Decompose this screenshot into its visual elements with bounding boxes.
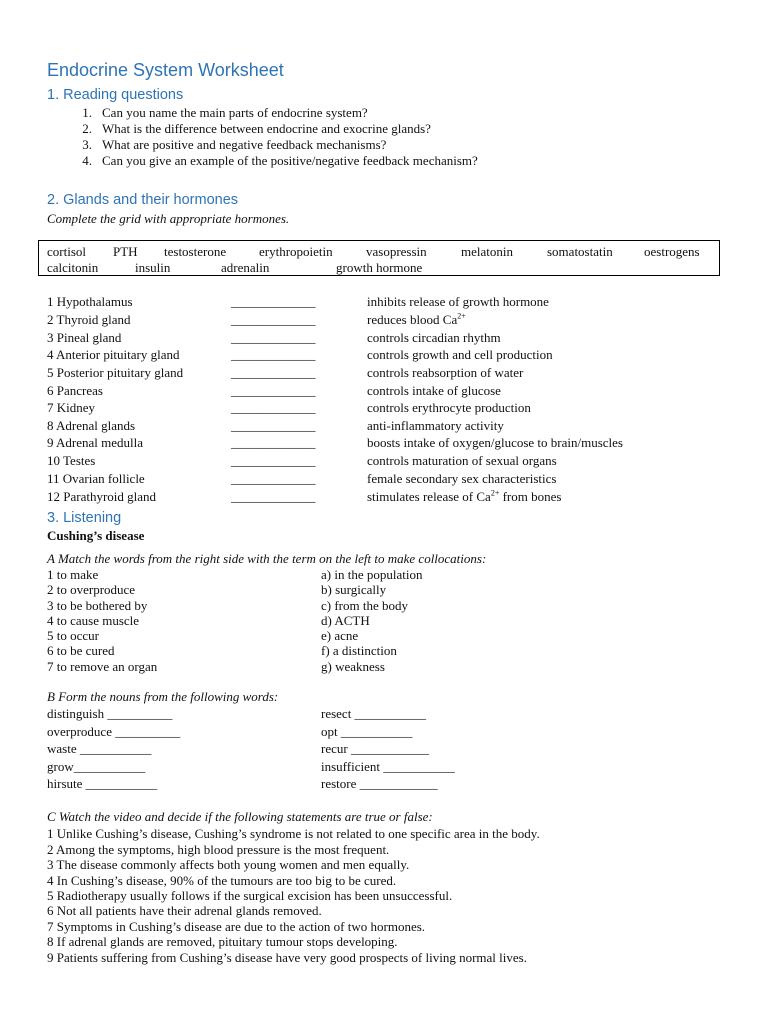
noun-blank[interactable]: restore ____________ xyxy=(321,776,438,791)
noun-blank[interactable]: resect ___________ xyxy=(321,706,427,721)
list-item xyxy=(0,705,770,723)
gland-name: 11 Ovarian follicle xyxy=(47,471,145,486)
collocation-term: 7 to remove an organ xyxy=(47,659,158,674)
gland-function: controls circadian rhythm xyxy=(367,330,501,345)
hormone-blank[interactable]: _____________ xyxy=(231,400,316,415)
list-item: 3 The disease commonly affects both young women and men equally. xyxy=(47,857,410,872)
ca-superscript: 2+ xyxy=(457,311,466,321)
question-text: Can you name the main parts of endocrine system? xyxy=(102,105,368,120)
hormone-word: insulin xyxy=(135,260,171,275)
collocation-term: 5 to occur xyxy=(47,628,99,643)
list-item xyxy=(0,598,770,613)
partA-instruction: A Match the words from the right side with the term on the left to make collocations: xyxy=(47,551,487,566)
list-item xyxy=(0,628,770,643)
hormone-word: adrenalin xyxy=(221,260,270,275)
hormone-word: oestrogens xyxy=(644,244,700,259)
hormone-word: calcitonin xyxy=(47,260,99,275)
list-item xyxy=(47,105,478,121)
gland-name: 2 Thyroid gland xyxy=(47,312,131,327)
hormone-blank[interactable]: _____________ xyxy=(231,435,316,450)
hormone-word: erythropoietin xyxy=(259,244,333,259)
hormone-word: PTH xyxy=(113,244,138,259)
table-row xyxy=(0,346,770,364)
partB-instruction: B Form the nouns from the following words: xyxy=(47,689,279,704)
question-number: 2. xyxy=(82,121,92,136)
gland-function-suffix: from bones xyxy=(499,489,562,504)
gland-name: 8 Adrenal glands xyxy=(47,418,136,433)
partC-instruction: C Watch the video and decide if the following statements are true or false: xyxy=(47,809,433,824)
noun-blank[interactable]: distinguish __________ xyxy=(47,706,173,721)
list-item: 4 In Cushing’s disease, 90% of the tumours are too big to be cured. xyxy=(47,873,397,888)
hormone-word: testosterone xyxy=(164,244,227,259)
gland-name: 4 Anterior pituitary gland xyxy=(47,347,180,362)
gland-function-cell xyxy=(367,488,561,505)
table-row xyxy=(0,488,770,506)
list-item xyxy=(0,775,770,793)
noun-blank[interactable]: insufficient ___________ xyxy=(321,759,455,774)
question-number: 3. xyxy=(82,137,92,152)
hormone-blank[interactable]: _____________ xyxy=(231,418,316,433)
page-title: Endocrine System Worksheet xyxy=(47,60,284,80)
gland-name: 1 Hypothalamus xyxy=(47,294,133,309)
list-item xyxy=(0,613,770,628)
list-item xyxy=(0,659,770,674)
gland-name: 12 Parathyroid gland xyxy=(47,489,157,504)
table-row xyxy=(0,364,770,382)
collocation-match: g) weakness xyxy=(321,659,385,674)
collocation-term: 3 to be bothered by xyxy=(47,598,148,613)
gland-function: controls intake of glucose xyxy=(367,383,501,398)
gland-name: 10 Testes xyxy=(47,453,96,468)
list-item xyxy=(0,723,770,741)
list-item: 9 Patients suffering from Cushing’s disease have very good prospects of living normal lives. xyxy=(47,950,527,965)
question-text: What are positive and negative feedback mechanisms? xyxy=(102,137,387,152)
collocation-match: a) in the population xyxy=(321,567,423,582)
gland-name: 5 Posterior pituitary gland xyxy=(47,365,184,380)
reading-questions-list xyxy=(47,105,478,169)
gland-function-cell xyxy=(367,311,466,328)
gland-function: controls erythrocyte production xyxy=(367,400,531,415)
gland-name: 6 Pancreas xyxy=(47,383,103,398)
list-item: 7 Symptoms in Cushing’s disease are due to the action of two hormones. xyxy=(47,919,426,934)
collocation-match: b) surgically xyxy=(321,582,387,597)
list-item xyxy=(0,567,770,582)
collocation-term: 1 to make xyxy=(47,567,99,582)
hormone-blank[interactable]: _____________ xyxy=(231,453,316,468)
list-item xyxy=(0,740,770,758)
gland-name: 7 Kidney xyxy=(47,400,96,415)
hormone-blank[interactable]: _____________ xyxy=(231,312,316,327)
question-text: What is the difference between endocrine and exocrine glands? xyxy=(102,121,431,136)
list-item: 2 Among the symptoms, high blood pressure is the most frequent. xyxy=(47,842,390,857)
table-row xyxy=(0,417,770,435)
section2-instruction: Complete the grid with appropriate hormones. xyxy=(47,211,290,226)
list-item: 1 Unlike Cushing’s disease, Cushing’s syndrome is not related to one specific area in the body. xyxy=(47,826,540,841)
gland-function: controls maturation of sexual organs xyxy=(367,453,557,468)
list-item xyxy=(47,137,478,153)
hormone-word-box xyxy=(38,240,720,276)
collocation-match: c) from the body xyxy=(321,598,409,613)
noun-blank[interactable]: opt ___________ xyxy=(321,724,413,739)
collocation-term: 2 to overproduce xyxy=(47,582,136,597)
gland-function: controls reabsorption of water xyxy=(367,365,524,380)
table-row xyxy=(0,293,770,311)
list-item: 5 Radiotherapy usually follows if the surgical excision has been unsuccessful. xyxy=(47,888,453,903)
list-item xyxy=(0,758,770,776)
ca-superscript: 2+ xyxy=(490,488,500,498)
question-text: Can you give an example of the positive/negative feedback mechanism? xyxy=(102,153,478,168)
hormone-blank[interactable]: _____________ xyxy=(231,294,316,309)
collocation-term: 4 to cause muscle xyxy=(47,613,140,628)
gland-function: reduces blood Ca xyxy=(367,312,458,327)
gland-function: controls growth and cell production xyxy=(367,347,553,362)
noun-blank[interactable]: hirsute ___________ xyxy=(47,776,158,791)
table-row xyxy=(0,329,770,347)
hormone-blank[interactable]: _____________ xyxy=(231,489,316,504)
table-row xyxy=(0,470,770,488)
list-item xyxy=(47,153,478,169)
hormone-word: melatonin xyxy=(461,244,513,259)
table-row xyxy=(0,399,770,417)
hormone-blank[interactable]: _____________ xyxy=(231,383,316,398)
list-item: 8 If adrenal glands are removed, pituitary tumour stops developing. xyxy=(47,934,398,949)
noun-blank[interactable]: overproduce __________ xyxy=(47,724,181,739)
gland-function: female secondary sex characteristics xyxy=(367,471,557,486)
hormone-blank[interactable]: _____________ xyxy=(231,330,316,345)
hormone-word: somatostatin xyxy=(547,244,613,259)
gland-name: 3 Pineal gland xyxy=(47,330,122,345)
list-item: 6 Not all patients have their adrenal glands removed. xyxy=(47,903,322,918)
noun-blank[interactable]: waste ___________ xyxy=(47,741,152,756)
noun-blank[interactable]: grow___________ xyxy=(47,759,146,774)
list-item xyxy=(47,121,478,137)
table-row xyxy=(0,434,770,452)
table-row xyxy=(0,382,770,400)
question-number: 4. xyxy=(82,153,92,168)
gland-function: boosts intake of oxygen/glucose to brain/muscles xyxy=(367,435,623,450)
gland-function: stimulates release of Ca xyxy=(367,489,491,504)
section2-heading: 2. Glands and their hormones xyxy=(47,192,239,208)
collocation-term: 6 to be cured xyxy=(47,643,115,658)
gland-name: 9 Adrenal medulla xyxy=(47,435,144,450)
gland-function: anti-inflammatory activity xyxy=(367,418,504,433)
table-row xyxy=(0,452,770,470)
gland-function: inhibits release of growth hormone xyxy=(367,294,549,309)
list-item xyxy=(0,582,770,597)
list-item xyxy=(0,643,770,658)
hormone-word: growth hormone xyxy=(336,260,423,275)
hormone-word: vasopressin xyxy=(366,244,427,259)
hormone-blank[interactable]: _____________ xyxy=(231,365,316,380)
collocation-match: e) acne xyxy=(321,628,359,643)
collocation-match: d) ACTH xyxy=(321,613,370,628)
collocation-match: f) a distinction xyxy=(321,643,397,658)
noun-blank[interactable]: recur ____________ xyxy=(321,741,429,756)
table-row xyxy=(0,311,770,329)
hormone-word: cortisol xyxy=(47,244,86,259)
section3-heading: 3. Listening xyxy=(47,510,122,526)
section3-subheading: Cushing’s disease xyxy=(47,528,145,543)
hormone-blank[interactable]: _____________ xyxy=(231,471,316,486)
hormone-blank[interactable]: _____________ xyxy=(231,347,316,362)
question-number: 1. xyxy=(82,105,92,120)
section1-heading: 1. Reading questions xyxy=(47,87,184,103)
